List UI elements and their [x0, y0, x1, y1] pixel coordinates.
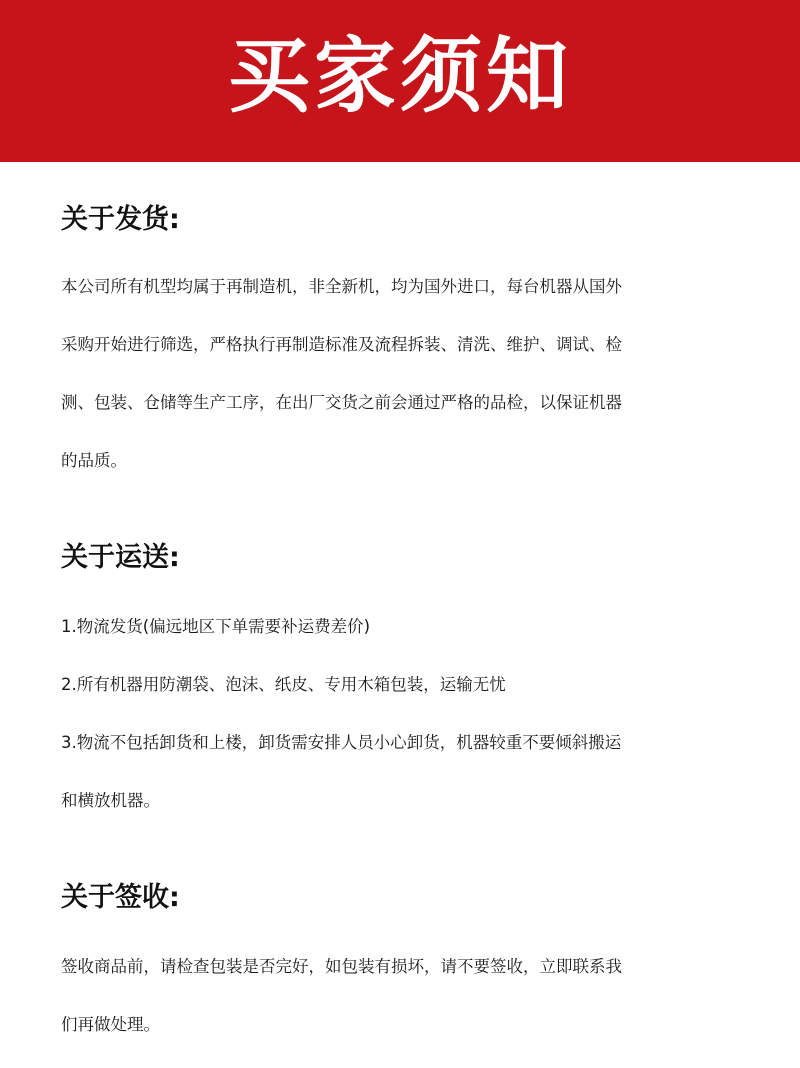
text-line: 的品质。 [61, 451, 127, 470]
section-receipt [61, 844, 750, 1068]
section-heading-receipt: 关于签收: [61, 882, 180, 913]
section-text-receipt [61, 923, 750, 1068]
section-heading-transport: 关于运送: [61, 542, 180, 573]
section-shipping [61, 162, 750, 504]
section-heading-shipping: 关于发货: [61, 204, 180, 235]
text-line: 测、包装、仓储等生产工序，在出厂交货之前会通过严格的品检，以保证机器 [61, 393, 622, 412]
text-line: 3.物流不包括卸货和上楼，卸货需安排人员小心卸货，机器较重不要倾斜搬运 [61, 733, 622, 752]
section-text-shipping [61, 243, 750, 504]
notice-content [0, 162, 800, 1068]
page-title: 买家须知 [227, 29, 572, 124]
text-line: 本公司所有机型均属于再制造机，非全新机，均为国外进口，每台机器从国外 [61, 277, 622, 296]
text-line: 和横放机器。 [61, 791, 160, 810]
section-transport [61, 504, 750, 844]
text-line: 采购开始进行筛选，严格执行再制造标准及流程拆装、清洗、维护、调试、检 [61, 335, 622, 354]
text-line: 2.所有机器用防潮袋、泡沫、纸皮、专用木箱包装，运输无忧 [61, 675, 506, 694]
text-line: 1.物流发货(偏远地区下单需要补运费差价) [61, 617, 371, 636]
section-text-transport [61, 583, 750, 844]
text-line: 签收商品前，请检查包装是否完好，如包装有损坏，请不要签收，立即联系我 [61, 957, 622, 976]
header-banner [0, 0, 800, 162]
text-line: 们再做处理。 [61, 1015, 160, 1034]
